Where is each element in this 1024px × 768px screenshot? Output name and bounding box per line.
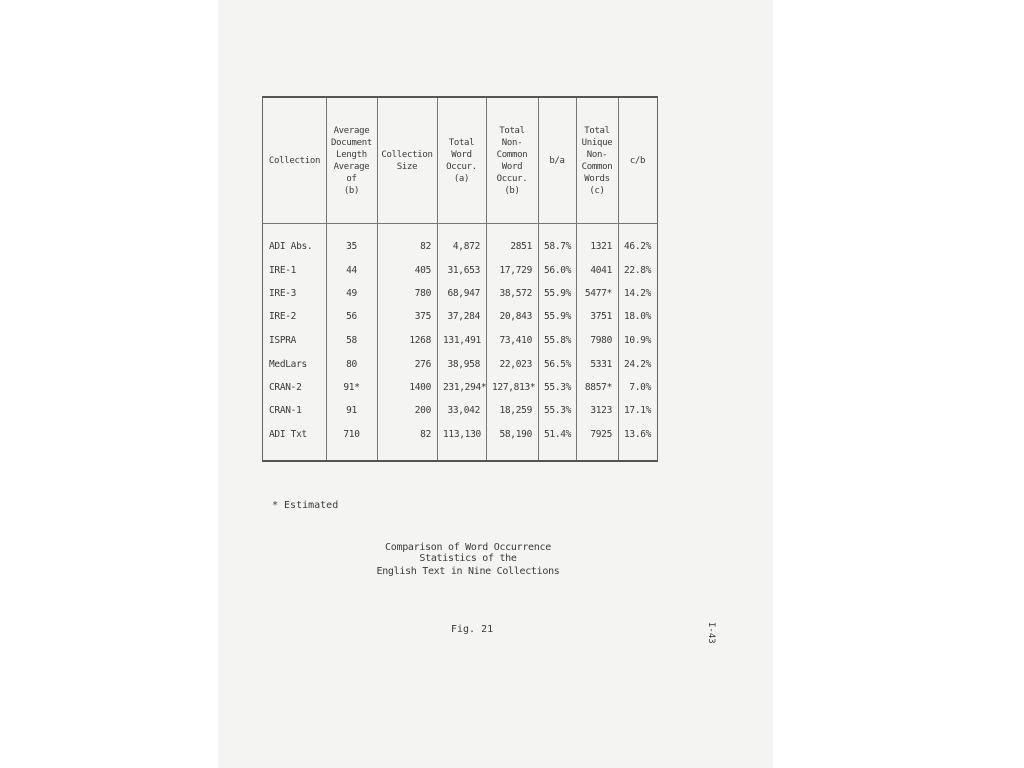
cell-unique-non-common: 4041 (590, 265, 612, 276)
cell-unique-non-common: 7980 (590, 335, 612, 346)
cell-b-over-a: 55.8% (544, 335, 572, 346)
cell-collection: CRAN-1 (269, 405, 302, 416)
cell-non-common-occur: 18,259 (499, 405, 532, 416)
cell-total-word-occur: 38,958 (447, 359, 480, 370)
scanned-page (218, 0, 773, 768)
cell-unique-non-common: 1321 (590, 241, 612, 252)
cell-collection: ADI Txt (269, 429, 307, 440)
footnote: * Estimated (272, 500, 339, 511)
header-unique-non-common: Total Unique Non- Common Words (c) (581, 125, 613, 196)
cell-collection: ADI Abs. (269, 241, 313, 252)
cell-c-over-b: 14.2% (624, 288, 652, 299)
cell-avg-doc-length: 49 (346, 288, 357, 299)
cell-unique-non-common: 5331 (590, 359, 612, 370)
cell-avg-doc-length: 56 (346, 311, 357, 322)
cell-unique-non-common: 3751 (590, 311, 612, 322)
cell-total-word-occur: 33,042 (447, 405, 480, 416)
cell-collection: CRAN-2 (269, 382, 302, 393)
cell-b-over-a: 55.3% (544, 405, 572, 416)
cell-avg-doc-length: 58 (346, 335, 357, 346)
cell-b-over-a: 55.3% (544, 382, 572, 393)
cell-collection-size: 1400 (409, 382, 431, 393)
cell-collection-size: 405 (414, 265, 431, 276)
cell-unique-non-common: 7925 (590, 429, 612, 440)
cell-avg-doc-length: 44 (346, 265, 357, 276)
page-number: I-43 (706, 622, 716, 644)
header-non-common-occur: Total Non- Common Word Occur. (b) (496, 125, 528, 196)
cell-non-common-occur: 22,023 (499, 359, 532, 370)
figure-label: Fig. 21 (451, 624, 494, 635)
cell-b-over-a: 55.9% (544, 288, 572, 299)
cell-b-over-a: 55.9% (544, 311, 572, 322)
caption-line-1: Comparison of Word Occurrence Statistics of the (385, 542, 551, 564)
caption-line-2: English Text in Nine Collections (376, 566, 560, 577)
cell-total-word-occur: 131,491 (443, 335, 481, 346)
cell-total-word-occur: 31,653 (447, 265, 480, 276)
cell-c-over-b: 18.0% (624, 311, 652, 322)
cell-avg-doc-length: 80 (346, 359, 357, 370)
cell-b-over-a: 56.5% (544, 359, 572, 370)
cell-b-over-a: 58.7% (544, 241, 572, 252)
cell-collection-size: 200 (414, 405, 431, 416)
word-statistics-table (262, 96, 658, 462)
cell-total-word-occur: 113,130 (443, 429, 481, 440)
cell-non-common-occur: 2851 (510, 241, 532, 252)
header-avg-doc-length: Average Document Length Average of (b) (331, 125, 372, 196)
cell-collection-size: 1268 (409, 335, 431, 346)
cell-collection: IRE-1 (269, 265, 297, 276)
cell-non-common-occur: 17,729 (499, 265, 532, 276)
header-c-over-b: c/b (629, 155, 646, 166)
cell-non-common-occur: 38,572 (499, 288, 532, 299)
cell-avg-doc-length: 710 (343, 429, 360, 440)
cell-c-over-b: 13.6% (624, 429, 652, 440)
cell-c-over-b: 17.1% (624, 405, 652, 416)
header-collection-size: Collection Size (381, 149, 433, 172)
cell-c-over-b: 7.0% (629, 382, 651, 393)
cell-avg-doc-length: 35 (346, 241, 357, 252)
header-divider (263, 223, 657, 224)
header-total-word-occur: Total Word Occur. (a) (446, 137, 477, 184)
cell-b-over-a: 56.0% (544, 265, 572, 276)
cell-c-over-b: 24.2% (624, 359, 652, 370)
cell-non-common-occur: 20,843 (499, 311, 532, 322)
cell-collection-size: 82 (420, 241, 431, 252)
cell-total-word-occur: 231,294* (443, 382, 487, 393)
cell-c-over-b: 22.8% (624, 265, 652, 276)
cell-unique-non-common: 5477* (584, 288, 612, 299)
cell-total-word-occur: 68,947 (447, 288, 480, 299)
cell-collection: ISPRA (269, 335, 297, 346)
header-collection: Collection (268, 155, 321, 166)
cell-c-over-b: 46.2% (624, 241, 652, 252)
cell-non-common-occur: 127,813* (492, 382, 536, 393)
cell-non-common-occur: 73,410 (499, 335, 532, 346)
cell-c-over-b: 10.9% (624, 335, 652, 346)
cell-b-over-a: 51.4% (544, 429, 572, 440)
cell-total-word-occur: 4,872 (452, 241, 480, 252)
cell-collection-size: 82 (420, 429, 431, 440)
cell-avg-doc-length: 91 (346, 405, 357, 416)
cell-unique-non-common: 8857* (584, 382, 612, 393)
cell-collection: IRE-2 (269, 311, 297, 322)
cell-unique-non-common: 3123 (590, 405, 612, 416)
cell-collection-size: 276 (414, 359, 431, 370)
cell-non-common-occur: 58,190 (499, 429, 532, 440)
cell-total-word-occur: 37,284 (447, 311, 480, 322)
header-b-over-a: b/a (549, 155, 565, 166)
cell-collection-size: 780 (414, 288, 431, 299)
cell-collection: MedLars (269, 359, 307, 370)
cell-avg-doc-length: 91* (343, 382, 360, 393)
cell-collection-size: 375 (414, 311, 431, 322)
cell-collection: IRE-3 (269, 288, 297, 299)
